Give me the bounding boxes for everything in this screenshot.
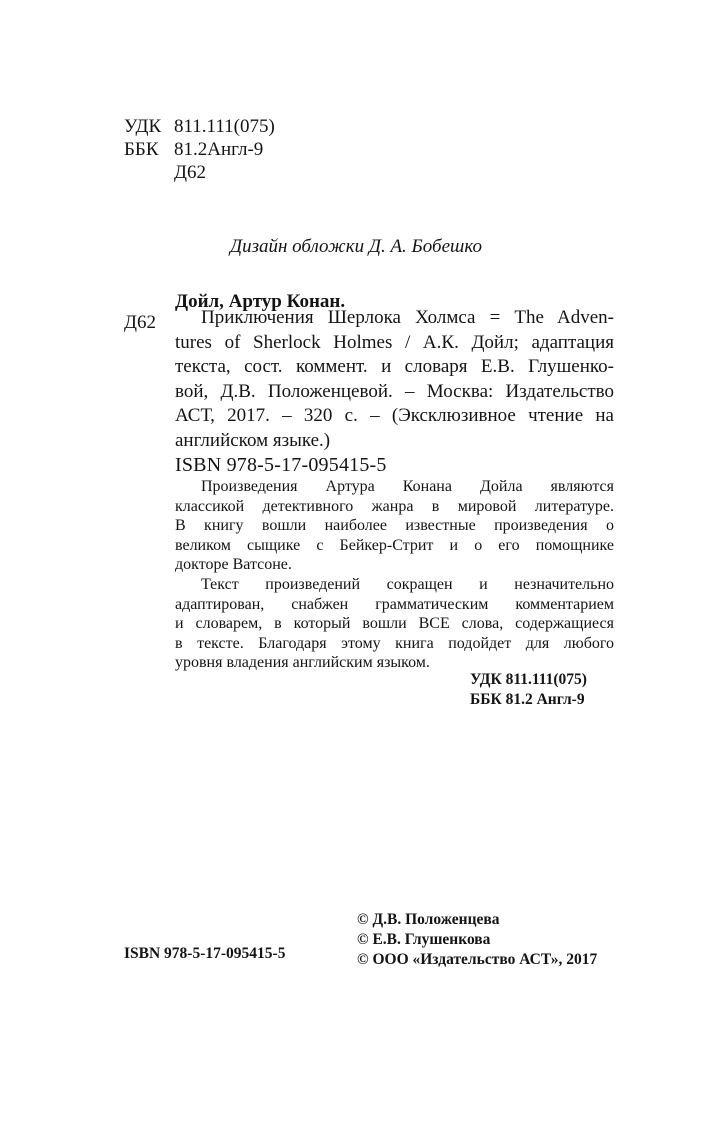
bibliographic-description [175, 306, 614, 453]
annotation-line: Текст произведений сокращен и незначительно [201, 575, 614, 593]
cover-design-credit: Дизайн обложки Д. А. Бобешко [230, 236, 483, 257]
copyright-line: © Е.В. Глушенкова [357, 931, 491, 948]
bbk-label: ББК [124, 139, 159, 160]
bbk-code: 81.2Англ-9 [174, 139, 264, 160]
bib-line: tures of Sherlock Holmes / А.К. Дойл; адаптация [175, 331, 614, 353]
bib-line: английском языке.) [175, 429, 331, 451]
annotation-line: классикой детективного жанра в мировой литературе. [175, 497, 614, 515]
author-mark: Д62 [174, 162, 206, 183]
udk-label: УДК [124, 116, 162, 137]
isbn-bottom: ISBN 978-5-17-095415-5 [124, 945, 286, 962]
annotation-line: уровня владения английским языком. [175, 654, 430, 672]
annotation-line: великом сыщике с Бейкер-Стрит и о его помощнике [175, 536, 614, 554]
isbn-main: ISBN 978-5-17-095415-5 [175, 454, 387, 476]
bib-line: текста, сост. коммент. и словаря Е.В. Глушенко- [175, 356, 614, 377]
author-heading: Дойл, Артур Конан. [175, 291, 346, 312]
annotation-line: докторе Ватсоне. [175, 556, 292, 574]
udk-index: УДК 811.111(075) [470, 671, 587, 688]
bbk-index: ББК 81.2 Англ-9 [470, 691, 585, 708]
annotation-line: в тексте. Благодаря этому книга подойдет для любого [175, 634, 614, 652]
annotation-line: Произведения Артура Конана Дойла являются [201, 478, 614, 495]
bib-line: АСТ, 2017. – 320 с. – (Эксклюзивное чтение на [175, 405, 614, 426]
side-author-mark: Д62 [124, 312, 156, 333]
bbk-row [124, 139, 264, 161]
annotation-line: и словарем, в который вошли ВСЕ слова, содержащиеся [175, 615, 614, 633]
annotation [175, 477, 614, 673]
udk-row [124, 116, 275, 138]
annotation-line: адаптирован, снабжен грамматическим комментарием [175, 595, 614, 613]
copyright-line: © ООО «Издательство АСТ», 2017 [357, 951, 598, 968]
bib-line: вой, Д.В. Положенцевой. – Москва: Издательство [175, 380, 614, 402]
bib-line: Приключения Шерлока Холмса = The Adven- [201, 307, 614, 328]
udk-code: 811.111(075) [174, 116, 275, 137]
copyright-line: © Д.В. Положенцева [357, 911, 500, 928]
annotation-line: В книгу вошли наиболее известные произведения о [175, 517, 614, 535]
